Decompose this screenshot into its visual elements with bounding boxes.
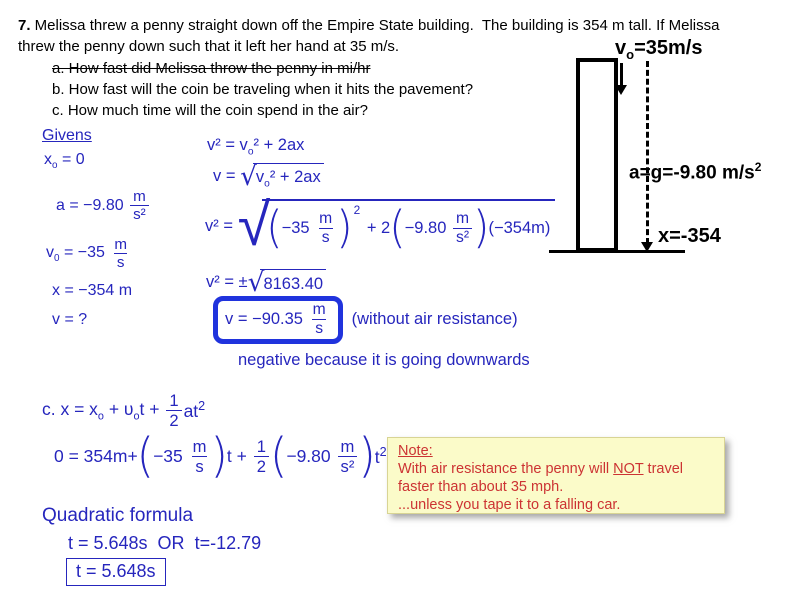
radical-icon: √ — [240, 161, 257, 192]
close-paren: ) — [210, 428, 228, 484]
square-root: √ ( −35 $\frac{m}{s}$ ) 2 + 2 ( −9.80 $\frac{m}{\text{s²}}$ ) (−354m) — [238, 199, 556, 254]
subscript: o — [97, 410, 104, 423]
fraction: $\frac{m}{\text{s²}}$ — [338, 438, 358, 476]
close-paren: ) — [473, 202, 490, 254]
subscript: o — [264, 177, 270, 189]
equation-sqrt-value: v² = ± √ 8163.40 — [206, 269, 326, 297]
problem-part-a: a. How fast did Melissa throw the penny in mi/hr — [52, 60, 371, 77]
note-box — [387, 437, 725, 514]
given-displacement: x = −354 m — [52, 282, 133, 299]
given-unknown-v: v = ? — [52, 311, 88, 328]
problem-part-b: b. How fast will the coin be traveling when it hits the pavement? — [52, 81, 474, 98]
equation-kinematic-c: c. $x = x_o + \upsilon_ot$ + $\frac{1}{2}$ $at^2$ — [42, 391, 206, 430]
initial-velocity-arrow-icon — [620, 63, 623, 87]
square-root: √ $v_o^2 + 2ax$ — [240, 163, 324, 191]
exponent: 2 — [198, 399, 206, 414]
problem-number: 7. — [18, 17, 31, 34]
initial-velocity-label: $v_o=35m/s$ — [615, 37, 703, 62]
negative-note: negative because it is going downwards — [238, 351, 530, 369]
radical-icon: √ — [247, 267, 265, 298]
subscript: o — [133, 410, 140, 423]
exponent: 2 — [353, 203, 361, 217]
fall-path-dashed-line — [646, 61, 649, 244]
fraction: $\frac{m}{s}$ — [192, 436, 207, 476]
quadratic-formula-label: Quadratic formula — [42, 505, 194, 526]
square-root: √ 8163.40 — [248, 269, 326, 297]
note-line-1: With air resistance the penny will NOT travel — [398, 461, 684, 477]
givens-title: Givens — [42, 127, 92, 144]
displacement-label: x=-354 — [658, 225, 721, 247]
problem-text-line1: Melissa threw a penny straight down off the Empire State building. The building is 354 m tall. If Melissa — [30, 17, 720, 34]
fraction: $\frac{m}{\text{s²}}$ — [130, 189, 149, 224]
problem-statement-line2: threw the penny down such that it left her hand at 35 m/s. — [18, 38, 400, 55]
radical-icon: √ — [237, 191, 271, 260]
fraction: $\frac{m}{s}$ — [114, 236, 127, 272]
open-paren: ( — [136, 428, 155, 484]
note-line-3: ...unless you tape it to a falling car. — [398, 497, 621, 513]
given-initial-velocity: $v_0 = -35$ $\frac{m}{s}$ — [46, 237, 132, 272]
problem-statement-line1 — [18, 15, 719, 36]
open-paren: ( — [389, 202, 406, 254]
time-solutions: t = 5.648s OR t=-12.79 — [68, 533, 262, 553]
note-underlined-word: NOT — [613, 461, 644, 477]
note-line-2: faster than about 35 mph. — [398, 479, 564, 495]
subscript: 0 — [54, 253, 60, 265]
subscript: o — [626, 47, 635, 62]
time-answer-box: t = 5.648s — [66, 558, 166, 586]
fraction: $\frac{1}{2}$ — [166, 392, 181, 430]
exponent: 2 — [379, 444, 387, 459]
given-x0: $x_o = 0$ — [44, 151, 85, 172]
acceleration-label: a=g=-9.80 $m/s^2$ — [629, 160, 762, 184]
subscript: o — [52, 160, 58, 172]
fraction: $\frac{m}{s}$ — [319, 209, 333, 246]
note-title: Note: — [398, 443, 433, 459]
fraction: $\frac{1}{2}$ — [254, 438, 269, 476]
fraction: $\frac{m}{\text{s²}}$ — [453, 211, 472, 247]
open-paren: ( — [266, 202, 283, 254]
given-acceleration: a = −9.80 $\frac{m}{\text{s²}}$ — [56, 189, 151, 224]
answer-qualifier: (without air resistance) — [351, 310, 518, 329]
subscript: o — [247, 146, 254, 158]
equation-substituted: v² = √ ( −35 $\frac{m}{s}$ ) 2 + 2 ( −9.80 $\frac{m}{\text{s²}}$ ) (−354m) — [205, 199, 555, 254]
fraction: $\frac{m}{s}$ — [312, 301, 326, 337]
answer-box: v = −90.35 $\frac{m}{s}$ — [213, 296, 343, 344]
close-paren: ) — [336, 202, 353, 254]
problem-part-c: c. How much time will the coin spend in the air? — [52, 102, 368, 119]
answer-row — [213, 296, 518, 344]
open-paren: ( — [269, 428, 288, 484]
equation-v-squared: $v^2 = v_o^2 + 2ax$ — [207, 136, 305, 158]
building — [576, 58, 618, 252]
exponent: 2 — [754, 160, 762, 174]
equation-v-sqrt: v = √ $v_o^2 + 2ax$ — [213, 163, 324, 191]
equation-kinematic-c-substituted: 0 = 354m+ ( −35 $\frac{m}{s}$ ) t + $\frac{1}{2}$ ( −9.80 $\frac{m}{\text{s²}}$ ) $t^2$ — [54, 428, 387, 484]
close-paren: ) — [358, 428, 376, 484]
